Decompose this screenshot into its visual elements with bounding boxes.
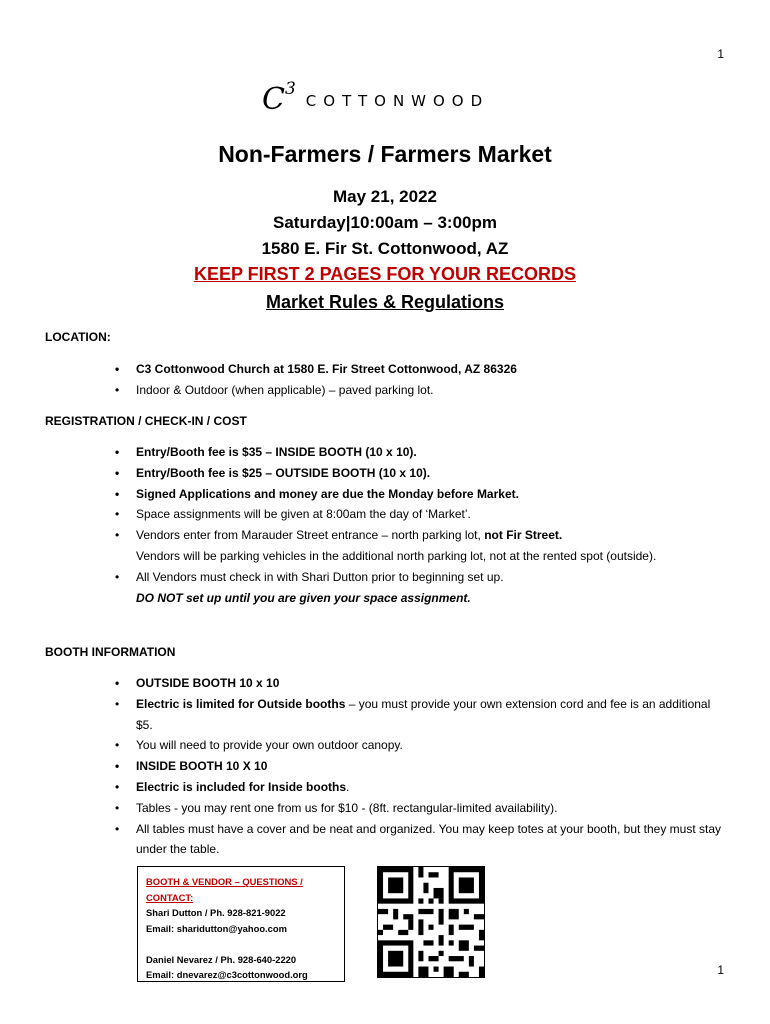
logo-mark: $C^3$ [262, 79, 296, 117]
registration-list [115, 442, 725, 608]
contact-line: Email: dnevarez@c3cottonwood.org [146, 969, 308, 980]
qr-code [377, 866, 485, 978]
electric-inside-period: . [346, 779, 350, 794]
keep-records-notice: KEEP FIRST 2 PAGES FOR YOUR RECORDS [193, 264, 577, 284]
list-item [115, 525, 725, 567]
page-title: Non-Farmers / Farmers Market [218, 141, 552, 167]
page-number-top: 1 [717, 47, 724, 61]
list-item: • Entry/Booth fee is $35 – INSIDE BOOTH (10 x 10). [115, 442, 725, 463]
qr-code-graphic [378, 867, 484, 977]
list-item [115, 694, 725, 736]
contact-line: Daniel Nevarez / Ph. 928-640-2220 [146, 953, 297, 965]
cottonwood-logo [262, 78, 489, 115]
electric-inside-text: Electric is included for Inside booths [136, 779, 347, 794]
do-not-setup-warning: DO NOT set up until you are given your space assignment. [136, 590, 471, 605]
rules-heading: Market Rules & Regulations [265, 292, 505, 312]
list-item: • OUTSIDE BOOTH 10 x 10 [115, 673, 725, 694]
list-item [115, 777, 725, 798]
location-label: LOCATION: [45, 330, 111, 344]
list-item: • All tables must have a cover and be neat and organized. You may keep totes at your booth, but they must stay under the table. [115, 819, 725, 861]
location-list [115, 359, 725, 401]
booth-info-label: BOOTH INFORMATION [45, 645, 176, 659]
event-schedule: Saturday|10:00am – 3:00pm [273, 213, 497, 232]
list-item: • Signed Applications and money are due the Monday before Market. [115, 484, 725, 505]
list-item: • You will need to provide your own outdoor canopy. [115, 735, 725, 756]
contact-spacer [146, 936, 336, 952]
list-item: • INSIDE BOOTH 10 X 10 [115, 756, 725, 777]
list-item: • Entry/Booth fee is $25 – OUTSIDE BOOTH (10 x 10). [115, 463, 725, 484]
vendor-entrance-text: Vendors enter from Marauder Street entrance – north parking lot, [136, 528, 481, 543]
list-item: • C3 Cottonwood Church at 1580 E. Fir Street Cottonwood, AZ 86326 [115, 359, 725, 380]
list-item: • Indoor & Outdoor (when applicable) – paved parking lot. [115, 380, 725, 401]
registration-label: REGISTRATION / CHECK-IN / COST [45, 414, 247, 428]
page-number-bottom: 1 [717, 963, 724, 977]
extension-cord-text: – you must provide your own extension cord and fee is an additional $5. [136, 696, 711, 732]
electric-outside-text: Electric is limited for Outside booths [136, 696, 346, 711]
event-address: 1580 E. Fir St. Cottonwood, AZ [261, 239, 509, 258]
contact-title: BOOTH & VENDOR – QUESTIONS / CONTACT: [146, 876, 303, 903]
list-item [115, 567, 725, 609]
list-item: • Space assignments will be given at 8:00am the day of ‘Market’. [115, 504, 725, 525]
contact-box [137, 866, 345, 982]
event-date: May 21, 2022 [333, 187, 437, 206]
not-fir-street-text: not Fir Street. [484, 528, 563, 543]
booth-info-list [115, 673, 725, 860]
logo-text: COTTONWOOD [305, 91, 490, 110]
vendor-parking-text: Vendors will be parking vehicles in the additional north parking lot, not at the rented spot (outside). [136, 548, 657, 563]
contact-line: Email: sharidutton@yahoo.com [146, 922, 287, 934]
list-item: • Tables - you may rent one from us for $10 - (8ft. rectangular-limited availability). [115, 798, 725, 819]
check-in-text: All Vendors must check in with Shari Dutton prior to beginning set up. [136, 569, 504, 584]
contact-line: Shari Dutton / Ph. 928-821-9022 [146, 907, 286, 918]
